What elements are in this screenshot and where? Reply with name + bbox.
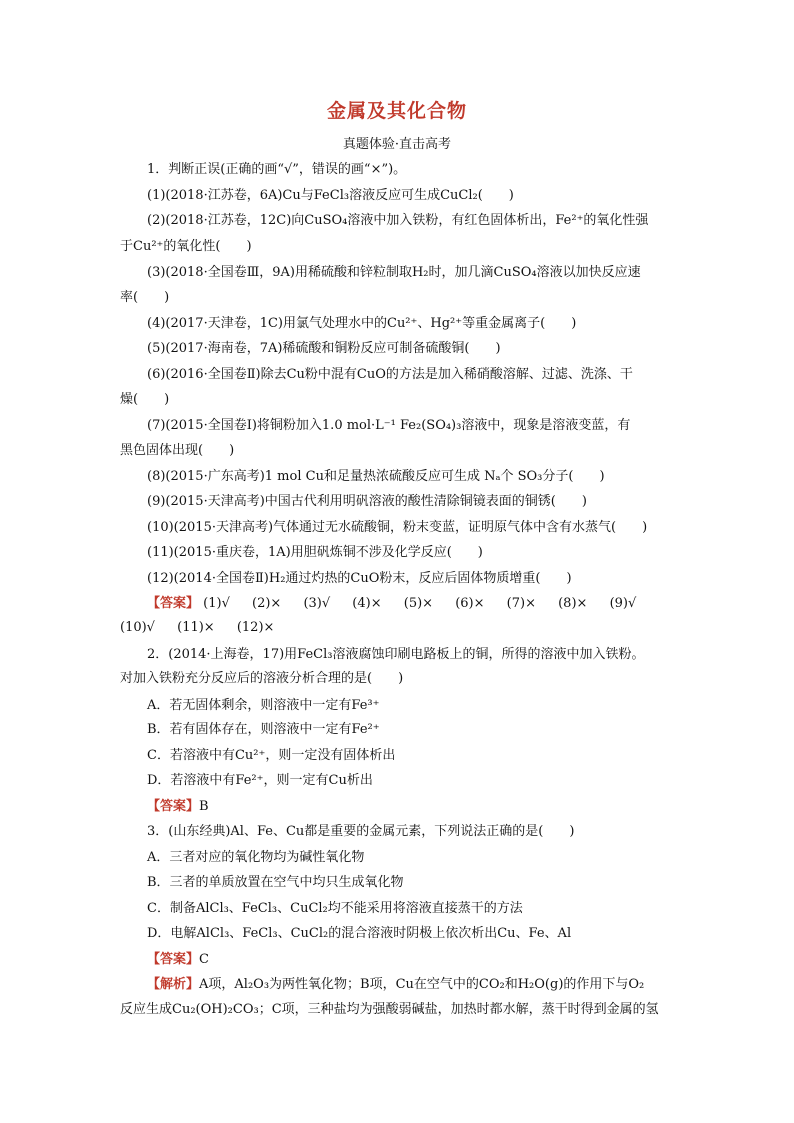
answer-value: B <box>199 799 209 814</box>
q3-analysis-line <box>147 977 644 993</box>
answer-mark: (1)√ <box>203 596 230 611</box>
answer-mark: (9)√ <box>609 596 637 611</box>
q1-item: (10)(2015·天津高考)气体通过无水硫酸铜，粉末变蓝，证明原气体中含有水蒸气( ) <box>147 520 648 535</box>
q3-answer-line <box>147 952 209 968</box>
answer-mark: (3)√ <box>303 596 331 611</box>
q1-item: (8)(2015·广东高考)1 mol Cu和足量热浓硫酸反应可生成 Nₐ个 SO₃分子( ) <box>147 469 605 484</box>
q1-item: 率( ) <box>120 290 170 305</box>
q3-option: C．制备AlCl₃、FeCl₃、CuCl₂均不能采用将溶液直接蒸干的方法 <box>147 901 523 916</box>
q1-answer-line <box>120 620 274 636</box>
q1-item: (6)(2016·全国卷Ⅱ)除去Cu粉中混有CuO的方法是加入稀硝酸溶解、过滤、洗涤、干 <box>147 367 633 382</box>
answer-mark: (8)× <box>558 596 588 611</box>
q3-option: A．三者对应的氧化物均为碱性氧化物 <box>147 850 365 865</box>
q1-item: 于Cu²⁺的氧化性( ) <box>120 239 252 254</box>
page-title: 金属及其化合物 <box>326 100 467 122</box>
answer-mark: (10)√ <box>120 620 155 635</box>
q2-option: A．若无固体剩余，则溶液中一定有Fe³⁺ <box>147 698 380 713</box>
q1-item: (12)(2014·全国卷Ⅱ)H₂通过灼热的CuO粉末，反应后固体物质增重( ) <box>147 571 572 586</box>
answer-value: C <box>199 952 209 967</box>
answer-label: 【答案】 <box>147 799 200 814</box>
q1-item: (7)(2015·全国卷Ⅰ)将铜粉加入1.0 mol·L⁻¹ Fe₂(SO₄)₃溶液中，现象是溶液变蓝，有 <box>147 418 631 433</box>
q2-option: C．若溶液中有Cu²⁺，则一定没有固体析出 <box>147 748 396 763</box>
answer-mark: (7)× <box>506 596 536 611</box>
q1-item: (3)(2018·全国卷Ⅲ，9A)用稀硫酸和锌粒制取H₂时，加几滴CuSO₄溶液以加快反应速 <box>147 265 641 280</box>
q2-option: B．若有固体存在，则溶液中一定有Fe²⁺ <box>147 722 380 737</box>
q1-item: (11)(2015·重庆卷，1A)用胆矾炼铜不涉及化学反应( ) <box>147 545 483 560</box>
q3-option: D．电解AlCl₃、FeCl₃、CuCl₂的混合溶液时阴极上依次析出Cu、Fe、Al <box>147 926 572 941</box>
q1-item: 黑色固体出现( ) <box>120 443 235 458</box>
page-subtitle: 真题体验·直击高考 <box>342 137 452 152</box>
q3-option: B．三者的单质放置在空气中均只生成氧化物 <box>147 875 404 890</box>
answer-label: 【答案】 <box>147 596 200 611</box>
q1-stem: 1．判断正误(正确的画“√”，错误的画“×”)。 <box>147 162 407 177</box>
q2-stem: 对加入铁粉充分反应后的溶液分析合理的是( ) <box>120 671 404 686</box>
q1-item: (9)(2015·天津高考)中国古代利用明矾溶液的酸性清除铜镜表面的铜锈( ) <box>147 494 587 509</box>
analysis-text: A项，Al₂O₃为两性氧化物；B项，Cu在空气中的CO₂和H₂O(g)的作用下与O₂ <box>199 977 645 992</box>
q3-analysis-text: 反应生成Cu₂(OH)₂CO₃；C项，三种盐均为强酸弱碱盐，加热时都水解，蒸干时得到金属的氢 <box>120 1002 659 1017</box>
q1-item: 燥( ) <box>120 392 170 407</box>
answer-mark: (4)× <box>352 596 382 611</box>
q1-item: (1)(2018·江苏卷，6A)Cu与FeCl₃溶液反应可生成CuCl₂( ) <box>147 188 514 203</box>
q2-option: D．若溶液中有Fe²⁺，则一定有Cu析出 <box>147 773 373 788</box>
q3-stem: 3．(山东经典)Al、Fe、Cu都是重要的金属元素，下列说法正确的是( ) <box>147 824 575 839</box>
q1-item: (2)(2018·江苏卷，12C)向CuSO₄溶液中加入铁粉，有红色固体析出，Fe²⁺的氧化性强 <box>147 213 649 228</box>
q1-answer-line <box>147 596 636 612</box>
answer-mark: (6)× <box>455 596 485 611</box>
q1-item: (4)(2017·天津卷，1C)用氯气处理水中的Cu²⁺、Hg²⁺等重金属离子( ) <box>147 316 577 331</box>
q1-item: (5)(2017·海南卷，7A)稀硫酸和铜粉反应可制备硫酸铜( ) <box>147 341 501 356</box>
answer-mark: (2)× <box>252 596 282 611</box>
q2-answer-line <box>147 799 209 815</box>
q2-stem: 2．(2014·上海卷，17)用FeCl₃溶液腐蚀印刷电路板上的铜，所得的溶液中加入铁粉。 <box>147 647 645 662</box>
answer-mark: (12)× <box>236 620 275 635</box>
analysis-label: 【解析】 <box>147 977 200 992</box>
answer-mark: (11)× <box>177 620 215 635</box>
answer-mark: (5)× <box>403 596 434 611</box>
answer-label: 【答案】 <box>147 952 200 967</box>
